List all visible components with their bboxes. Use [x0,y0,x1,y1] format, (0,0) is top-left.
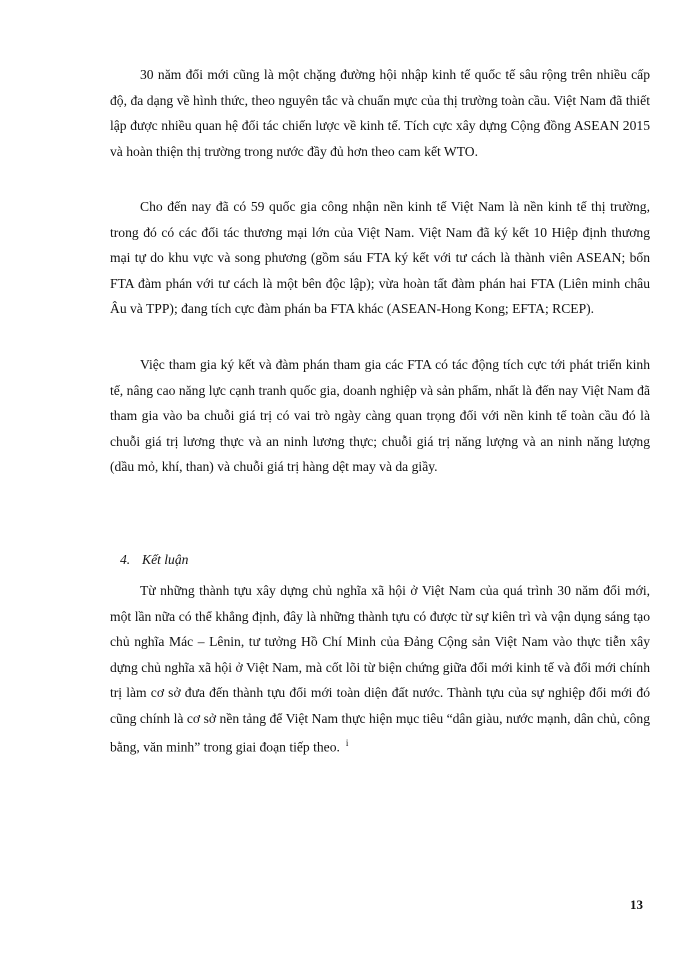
section-number: 4. [120,552,131,567]
paragraph-conclusion [110,578,650,760]
section-title: Kết luận [142,552,189,567]
paragraph-fta-impact: Việc tham gia ký kết và đàm phán tham gia các FTA có tác động tích cực tới phát triển kinh tế, nâng cao năng lực cạnh tranh quốc gia, doanh nghiệp và sản phẩm, nhất là đến nay Việt Nam đã tham gia vào ba chuỗi giá trị có vai trò ngày càng quan trọng đối với nền kinh tế toàn cầu đó là chuỗi giá trị lương thực và an ninh lương thực; chuỗi giá trị năng lượng và an ninh năng lượng (dầu mỏ, khí, than) và chuỗi giá trị hàng dệt may và da giầy. [110,357,650,474]
paragraph-trade-agreements: Cho đến nay đã có 59 quốc gia công nhận nền kinh tế Việt Nam là nền kinh tế thị trường, trong đó có các đối tác thương mại lớn của Việt Nam. Việt Nam đã ký kết 10 Hiệp định thương mại tự do khu vực và song phương (gồm sáu FTA ký kết với tư cách là thành viên ASEAN; bốn FTA đàm phán với tư cách là một bên độc lập); vừa hoàn tất đàm phán hai FTA (Liên minh châu Âu và TPP); đang tích cực đàm phán ba FTA khác (ASEAN-Hong Kong; EFTA; RCEP). [110,199,650,316]
section-heading [120,549,188,571]
paragraph-integration: 30 năm đổi mới cũng là một chặng đường hội nhập kinh tế quốc tế sâu rộng trên nhiều cấp độ, đa dạng về hình thức, theo nguyên tắc và chuẩn mực của thị trường toàn cầu. Việt Nam đã thiết lập được nhiều quan hệ đối tác chiến lược về kinh tế. Tích cực xây dựng Cộng đồng ASEAN 2015 và hoàn thiện thị trường trong nước đầy đủ hơn theo cam kết WTO. [110,67,650,159]
endnote-marker[interactable]: i [345,738,349,748]
conclusion-text: Từ những thành tựu xây dựng chủ nghĩa xã hội ở Việt Nam của quá trình 30 năm đổi mới, một lần nữa có thể khẳng định, đây là những thành tựu có được từ sự kiên trì và vận dụng sáng tạo chủ nghĩa Mác – Lênin, tư tưởng Hồ Chí Minh của Đảng Cộng sản Việt Nam vào thực tiễn xây dựng chủ nghĩa xã hội ở Việt Nam, mà cốt lõi từ biện chứng giữa đổi mới kinh tế và đổi mới chính trị làm cơ sở đưa đến thành tựu đổi mới toàn diện đất nước. Thành tựu của sự nghiệp đổi mới đó cũng chính là cơ sở nền tảng để Việt Nam thực hiện mục tiêu “dân giàu, nước mạnh, dân chủ, công bằng, văn minh” trong giai đoạn tiếp theo. [110,583,650,755]
page-number: 13 [630,897,643,912]
